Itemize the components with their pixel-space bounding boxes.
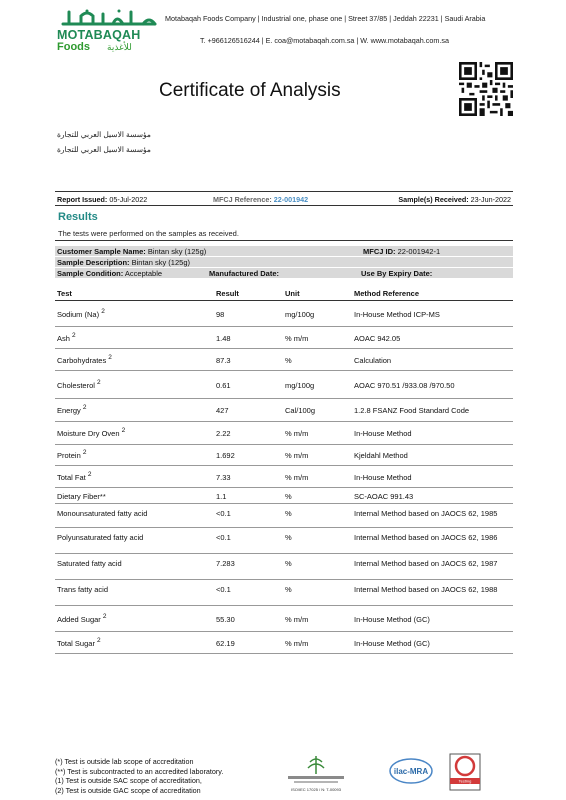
cell-test-wrapper <box>57 355 112 366</box>
column-header-method: Method Reference <box>354 289 420 298</box>
cell-result: 98 <box>216 310 225 319</box>
cell-unit: % <box>285 356 292 365</box>
cell-test-wrapper <box>57 428 125 439</box>
cell-test: Total Sugar <box>57 639 95 648</box>
cell-method: Internal Method based on JAOCS 62, 1985 <box>354 509 498 518</box>
cell-unit: mg/100g <box>285 381 315 390</box>
cell-test-footnote: 2 <box>82 449 87 456</box>
cell-unit: % <box>285 585 292 594</box>
reference-bar <box>55 191 513 206</box>
mfcj-reference-value: 22-001942 <box>273 195 309 204</box>
mfcj-id-value: 22-001942-1 <box>397 247 441 256</box>
cell-method: In-House Method <box>354 473 412 482</box>
mfcj-id-label: MFCJ ID: <box>363 247 396 256</box>
table-row <box>55 466 513 488</box>
cell-method: AOAC 942.05 <box>354 334 401 343</box>
cell-test-footnote: 2 <box>82 404 87 411</box>
document-title: Certificate of Analysis <box>159 80 341 101</box>
cell-test: Added Sugar <box>57 615 101 624</box>
cell-test-wrapper <box>57 614 107 625</box>
cell-test: Polyunsaturated fatty acid <box>57 533 144 542</box>
cell-unit: mg/100g <box>285 310 315 319</box>
cell-test-footnote: 2 <box>102 613 107 620</box>
cell-unit: % m/m <box>285 615 309 624</box>
divider <box>55 240 513 241</box>
cell-method: Internal Method based on JAOCS 62, 1987 <box>354 559 498 568</box>
cell-unit: % <box>285 492 292 501</box>
table-row <box>55 349 513 371</box>
cell-test-wrapper <box>57 472 91 483</box>
sample-description <box>57 258 190 267</box>
table-row <box>55 488 513 504</box>
cell-test: Sodium (Na) <box>57 310 100 319</box>
cell-test: Monounsaturated fatty acid <box>57 509 148 518</box>
cell-unit: % m/m <box>285 429 309 438</box>
customer-name-arabic: مؤسسة الاسيل العربي للتجارة <box>57 130 151 139</box>
cell-method: In-House Method (GC) <box>354 639 430 648</box>
cell-test-footnote: 2 <box>87 471 92 478</box>
footer-note: (1) Test is outside SAC scope of accreditation, <box>55 776 202 785</box>
logo-foods-text: Foods <box>57 41 90 53</box>
results-heading: Results <box>58 211 98 223</box>
cell-test: Protein <box>57 451 81 460</box>
mfcj-reference <box>213 195 308 204</box>
cell-unit: % m/m <box>285 639 309 648</box>
cell-test-wrapper <box>57 405 86 416</box>
column-header-result: Result <box>216 289 239 298</box>
table-row <box>55 606 513 632</box>
cell-test: Carbohydrates <box>57 356 107 365</box>
customer-sample-name-label: Customer Sample Name: <box>57 247 146 256</box>
cell-method: Calculation <box>354 356 392 365</box>
sample-received-value: 23-Jun-2022 <box>470 195 511 204</box>
sample-info-row <box>55 246 513 257</box>
cell-test: Energy <box>57 406 81 415</box>
footer-notes <box>55 757 223 795</box>
sample-description-value: Bintan sky (125g) <box>131 258 190 267</box>
ilac-mra-text: ilac-MRA <box>393 767 429 776</box>
table-row <box>55 371 513 399</box>
table-row <box>55 302 513 327</box>
logo-foods-arabic-text: للأغذية <box>107 42 132 52</box>
gac-logo-text: Testing <box>458 778 472 784</box>
table-row <box>55 632 513 654</box>
cell-result: 1.48 <box>216 334 231 343</box>
cell-result: 2.22 <box>216 429 231 438</box>
sample-info-row <box>55 268 513 279</box>
table-row <box>55 327 513 349</box>
table-row <box>55 399 513 422</box>
report-issued <box>57 195 147 204</box>
cell-test: Cholesterol <box>57 381 95 390</box>
footer-note: (*) Test is outside lab scope of accreditation <box>55 757 194 766</box>
sample-received <box>398 195 511 204</box>
cell-method: AOAC 970.51 /933.08 /970.50 <box>354 381 455 390</box>
results-subtitle: The tests were performed on the samples as received. <box>58 229 239 238</box>
cell-test: Total Fat <box>57 473 86 482</box>
sample-condition-value: Acceptable <box>124 269 163 278</box>
cell-result: <0.1 <box>216 509 231 518</box>
cell-test: Dietary Fiber** <box>57 492 106 501</box>
sac-logo-caption: ISO/IEC 17025 / N: T-00093 <box>291 787 341 792</box>
cell-method: In-House Method (GC) <box>354 615 430 624</box>
cell-test: Ash <box>57 334 70 343</box>
cell-result: 55.30 <box>216 615 235 624</box>
cell-test-footnote: 2 <box>97 379 101 386</box>
qr-code-icon <box>459 62 513 116</box>
sample-condition-label: Sample Condition: <box>57 269 124 278</box>
column-header-unit: Unit <box>285 289 300 298</box>
company-contact-line: T. +966126516244 | E. coa@motabaqah.com.sa | W. www.motabaqah.com.sa <box>200 36 449 45</box>
report-issued-value: 05-Jul-2022 <box>109 195 148 204</box>
cell-test: Trans fatty acid <box>57 585 108 594</box>
cell-test: Saturated fatty acid <box>57 559 122 568</box>
table-row <box>55 445 513 466</box>
cell-test-wrapper <box>57 450 86 461</box>
cell-result: 62.19 <box>216 639 235 648</box>
cell-result: 1.1 <box>216 492 227 501</box>
logo-arabic-mark <box>59 8 159 28</box>
sac-accreditation-logo <box>282 752 350 794</box>
expiry-date-label: Use By Expiry Date: <box>361 269 433 278</box>
sample-info-row <box>55 257 513 268</box>
results-table-header <box>55 285 513 301</box>
cell-test-wrapper <box>57 380 101 391</box>
cell-unit: % <box>285 509 292 518</box>
customer-sample-name-value: Bintan sky (125g) <box>147 247 207 256</box>
cell-result: <0.1 <box>216 533 231 542</box>
sample-description-label: Sample Description: <box>57 258 130 267</box>
logo-brand-text: MOTABAQAH <box>57 28 141 42</box>
table-row <box>55 504 513 528</box>
sample-condition <box>57 269 162 278</box>
cell-unit: % m/m <box>285 334 309 343</box>
cell-unit: % m/m <box>285 473 309 482</box>
cell-result: 87.3 <box>216 356 231 365</box>
manufactured-date-label: Manufactured Date: <box>209 269 280 278</box>
cell-unit: % m/m <box>285 451 309 460</box>
cell-result: 7.33 <box>216 473 231 482</box>
report-issued-label: Report Issued: <box>57 195 108 204</box>
table-row <box>55 528 513 554</box>
cell-method: Internal Method based on JAOCS 62, 1986 <box>354 533 498 542</box>
customer-sample-name <box>57 247 206 256</box>
table-row <box>55 554 513 580</box>
cell-method: Kjeldahl Method <box>354 451 408 460</box>
customer-name-arabic: مؤسسة الاسيل العربي للتجارة <box>57 145 151 154</box>
cell-method: In-House Method <box>354 429 412 438</box>
cell-result: 427 <box>216 406 229 415</box>
cell-unit: % <box>285 559 292 568</box>
company-address-line: Motabaqah Foods Company | Industrial one, phase one | Street 37/85 | Jeddah 22231 | Saudi Arabia <box>165 14 486 23</box>
table-row <box>55 580 513 606</box>
mfcj-id <box>363 247 440 256</box>
cell-test-wrapper <box>57 333 76 344</box>
cell-method: Internal Method based on JAOCS 62, 1988 <box>354 585 498 594</box>
company-logo <box>55 8 165 53</box>
cell-result: 0.61 <box>216 381 231 390</box>
cell-test-footnote: 2 <box>97 637 101 644</box>
cell-method: In-House Method ICP-MS <box>354 310 440 319</box>
cell-method: SC-AOAC 991.43 <box>354 492 414 501</box>
cell-result: 1.692 <box>216 451 235 460</box>
cell-result: 7.283 <box>216 559 235 568</box>
cell-unit: % <box>285 533 292 542</box>
mfcj-reference-label: MFCJ Reference: <box>213 195 272 204</box>
ilac-mra-logo <box>388 756 434 786</box>
footer-note: (2) Test is outside GAC scope of accreditation <box>55 785 201 795</box>
gac-accreditation-logo <box>448 752 482 792</box>
column-header-test: Test <box>57 289 72 298</box>
cell-method: 1.2.8 FSANZ Food Standard Code <box>354 406 470 415</box>
cell-test-footnote: 2 <box>108 354 112 361</box>
cell-test-footnote: 2 <box>72 332 76 339</box>
cell-unit: Cal/100g <box>285 406 316 415</box>
table-row <box>55 422 513 445</box>
cell-test: Moisture Dry Oven <box>57 429 120 438</box>
footer-note: (**) Test is subcontracted to an accredited laboratory. <box>55 766 224 776</box>
cell-test-footnote: 2 <box>101 308 105 315</box>
cell-test-footnote: 2 <box>121 427 126 434</box>
cell-test-wrapper <box>57 309 105 320</box>
sample-received-label: Sample(s) Received: <box>398 195 469 204</box>
cell-result: <0.1 <box>216 585 231 594</box>
cell-test-wrapper <box>57 638 101 649</box>
